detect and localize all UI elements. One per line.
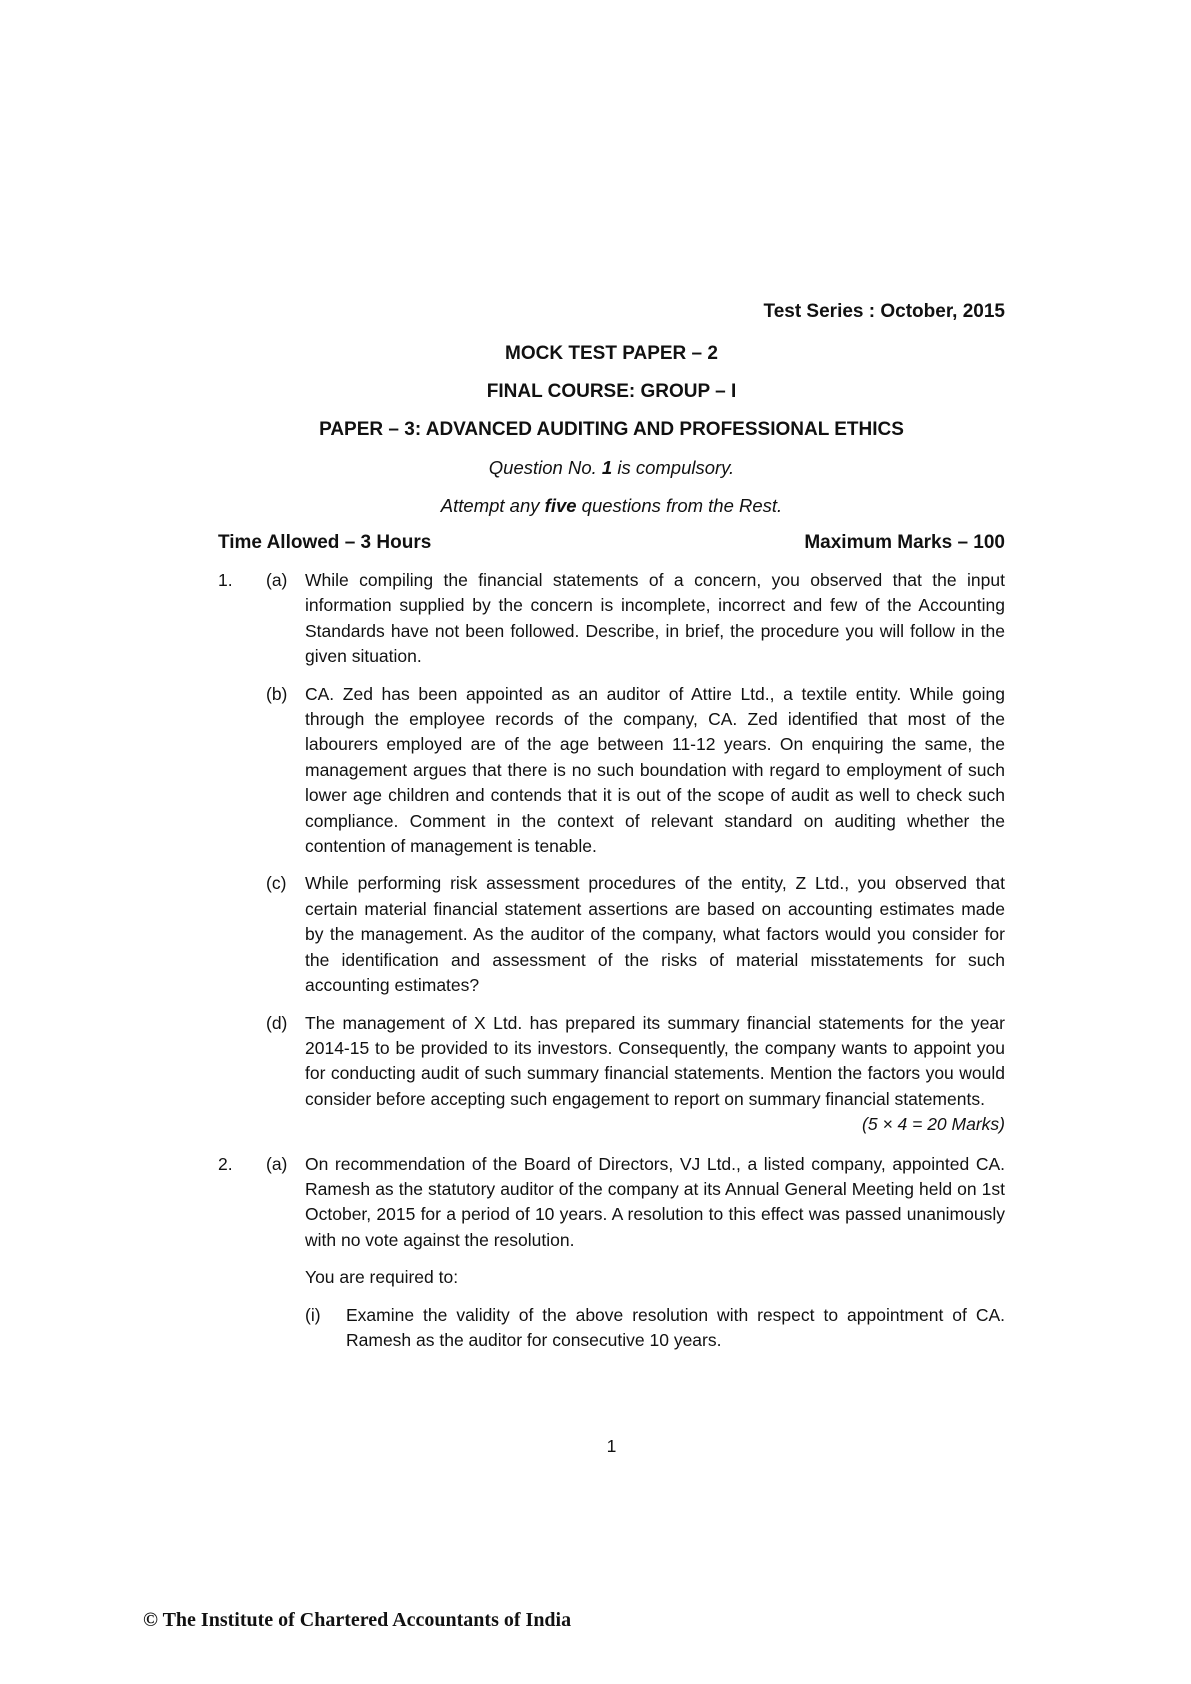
part-label: (d)	[266, 1012, 288, 1033]
page-number: 1	[606, 1436, 617, 1456]
question-part	[218, 568, 1005, 670]
copyright-footer: © The Institute of Chartered Accountants of India	[143, 1609, 572, 1631]
part-text-body: The management of X Ltd. has prepared its summary financial statements for the year 2014-15 to be provided to its investors. Consequently, the company wants to appoint you for conducting audit of such summary financial statements. Mention the factors you would consider before accepting such engagement to report on summary financial statements.	[305, 1012, 1005, 1109]
part-text	[305, 1011, 1005, 1135]
compulsory-note-bold: 1	[601, 457, 613, 478]
questions-section	[218, 568, 1005, 1353]
attempt-note	[218, 494, 1005, 518]
page-content	[218, 300, 1005, 1353]
paper-title: PAPER – 3: ADVANCED AUDITING AND PROFESSIONAL ETHICS	[319, 419, 904, 440]
attempt-note-post: questions from the Rest.	[576, 495, 783, 516]
compulsory-note	[218, 456, 1005, 480]
question-number: 1.	[218, 570, 233, 590]
question-part	[218, 871, 1005, 998]
part-label: (b)	[266, 683, 288, 704]
time-marks-row	[218, 531, 1005, 555]
part-text: While performing risk assessment procedures of the entity, Z Ltd., you observed that certain material financial statement assertions are based on accounting estimates made by the management. As the auditor of the company, what factors would you consider for the identification and assessment of the risks of material misstatements for such accounting estimates?	[305, 873, 1005, 996]
compulsory-note-post: is compulsory.	[612, 457, 735, 478]
question-1	[218, 568, 1005, 1138]
maximum-marks-label: Maximum Marks – 100	[804, 532, 1005, 553]
part-label: (a)	[266, 570, 288, 590]
course-title: FINAL COURSE: GROUP – I	[486, 381, 737, 402]
part-text: CA. Zed has been appointed as an auditor of Attire Ltd., a textile entity. While going through the employee records of the company, CA. Zed identified that most of the labourers employed are of the age between 11-12 years. On enquiring the same, the management argues that there is no such boundation with regard to employment of such lower age children and contends that it is out of the scope of audit as well to check such compliance. Comment in the context of relevant standard on auditing whether the contention of management is tenable.	[305, 683, 1005, 857]
subpart-text: Examine the validity of the above resolution with respect to appointment of CA. Ramesh as the auditor for consecutive 10 years.	[346, 1304, 1005, 1350]
part-label: (a)	[266, 1153, 288, 1174]
part-label: (c)	[266, 873, 287, 894]
compulsory-note-pre: Question No.	[488, 457, 602, 478]
question-2	[218, 1152, 1005, 1354]
question-part	[218, 1152, 1005, 1354]
test-series-label: Test Series : October, 2015	[763, 301, 1005, 322]
question-part	[218, 682, 1005, 860]
attempt-note-pre: Attempt any	[440, 495, 545, 516]
marks-label: (5 × 4 = 20 Marks)	[862, 1114, 1005, 1135]
question-part	[218, 1011, 1005, 1138]
subpart-label: (i)	[305, 1304, 321, 1325]
question-number: 2.	[218, 1153, 233, 1174]
lead-in-text: You are required to:	[305, 1267, 459, 1288]
attempt-note-bold: five	[544, 495, 577, 516]
mock-test-title: MOCK TEST PAPER – 2	[505, 343, 718, 364]
part-text: While compiling the financial statements of a concern, you observed that the input information supplied by the concern is incomplete, incorrect and few of the Accounting Standards have not been followed. Describe, in brief, the procedure you will follow in the given situation.	[305, 570, 1005, 667]
part-text: On recommendation of the Board of Directors, VJ Ltd., a listed company, appointed CA. Ramesh as the statutory auditor of the company at its Annual General Meeting held on 1st October, 2015 for a period of 10 years. A resolution to this effect was passed unanimously with no vote against the resolution.	[305, 1153, 1005, 1250]
subpart	[305, 1303, 1005, 1354]
time-allowed-label: Time Allowed – 3 Hours	[218, 532, 432, 553]
